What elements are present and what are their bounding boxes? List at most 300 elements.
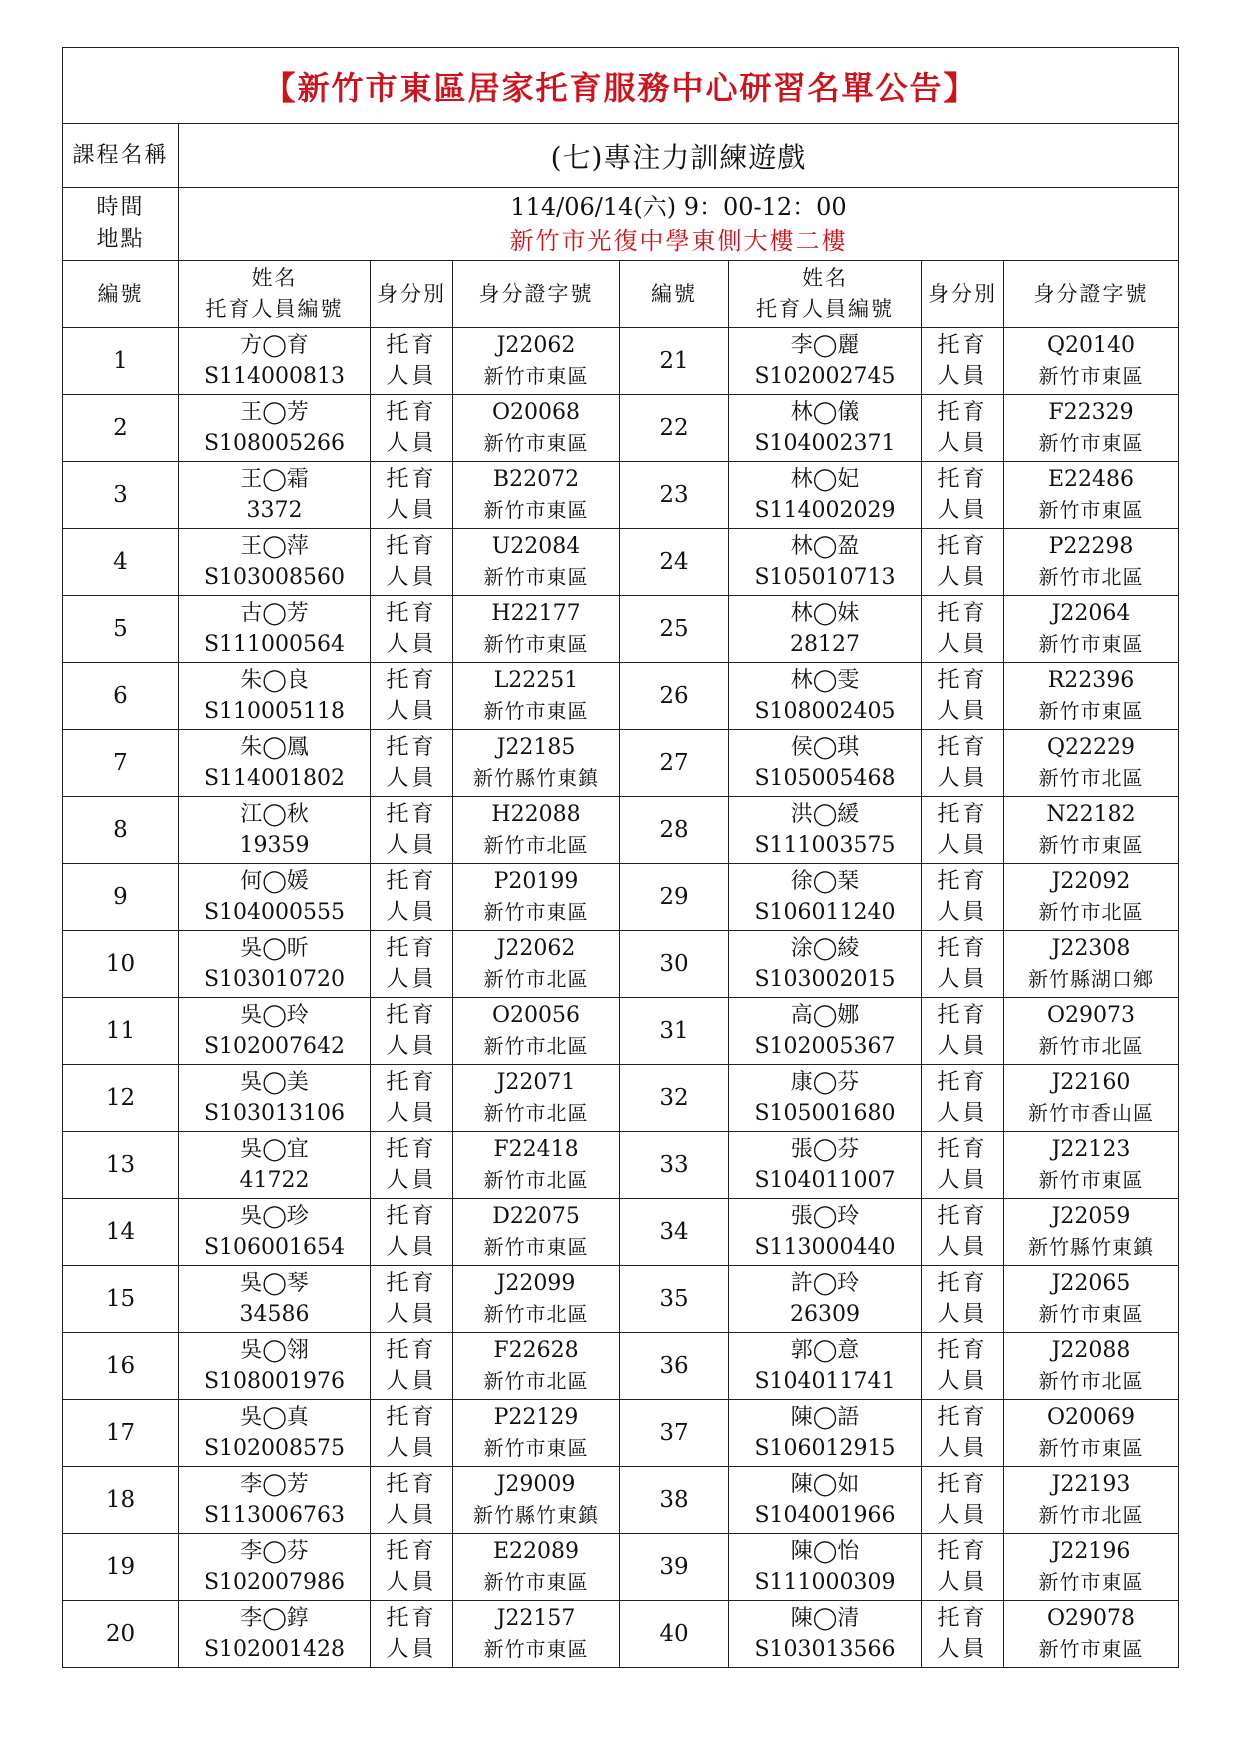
entry-number xyxy=(620,596,729,663)
staff-id: S111003575 xyxy=(754,833,896,858)
role-cell xyxy=(371,596,453,663)
role-line-1: 托育 xyxy=(386,467,437,492)
role-line-2: 人員 xyxy=(386,967,437,992)
staff-id: S108002405 xyxy=(754,699,896,724)
district: 新竹市東區 xyxy=(483,1570,589,1594)
id-number: J22160 xyxy=(1051,1070,1131,1095)
person-cell xyxy=(729,998,922,1065)
id-number: F22329 xyxy=(1048,400,1134,425)
role-line-2: 人員 xyxy=(386,766,437,791)
role-line-2: 人員 xyxy=(937,699,988,724)
time-label: 時間 xyxy=(96,195,145,220)
entry-number-text: 36 xyxy=(659,1353,689,1379)
entry-number xyxy=(620,998,729,1065)
person-cell xyxy=(179,1199,371,1266)
district: 新竹市北區 xyxy=(1038,1369,1144,1393)
header-role-text: 身分別 xyxy=(928,281,997,306)
district: 新竹縣竹東鎮 xyxy=(473,766,599,790)
staff-id: S103008560 xyxy=(203,565,346,590)
table-row xyxy=(63,1534,1179,1601)
roster-table xyxy=(62,47,1179,1668)
id-cell xyxy=(1004,1199,1179,1266)
person-name: 侯◯琪 xyxy=(790,735,860,760)
staff-id: S102005367 xyxy=(754,1034,896,1059)
course-label xyxy=(63,124,179,188)
id-number: J29009 xyxy=(496,1472,576,1497)
id-number: P20199 xyxy=(493,869,579,894)
person-cell xyxy=(729,1132,922,1199)
district: 新竹市東區 xyxy=(1038,632,1144,656)
table-row xyxy=(63,1132,1179,1199)
district: 新竹市北區 xyxy=(1038,565,1144,589)
role-line-2: 人員 xyxy=(386,431,437,456)
role-cell xyxy=(371,529,453,596)
staff-id: S113006763 xyxy=(203,1503,346,1528)
id-number: D22075 xyxy=(492,1204,580,1229)
entry-number xyxy=(63,931,179,998)
person-name: 吳◯美 xyxy=(240,1070,309,1095)
entry-number xyxy=(620,931,729,998)
role-line-2: 人員 xyxy=(386,498,437,523)
role-cell xyxy=(922,1266,1004,1333)
header-name-right xyxy=(729,261,922,328)
table-row xyxy=(63,998,1179,1065)
role-line-1: 托育 xyxy=(937,400,988,425)
id-cell xyxy=(1004,529,1179,596)
session-place: 新竹市光復中學東側大樓二樓 xyxy=(509,227,848,255)
role-line-1: 托育 xyxy=(937,1137,988,1162)
header-name-text: 姓名 xyxy=(802,266,848,290)
staff-id: S103010720 xyxy=(203,967,346,992)
district: 新竹市東區 xyxy=(1038,498,1144,522)
staff-id: S114000813 xyxy=(203,364,346,389)
role-cell xyxy=(922,1065,1004,1132)
id-cell xyxy=(453,1534,620,1601)
entry-number xyxy=(620,1065,729,1132)
role-line-1: 托育 xyxy=(386,1472,437,1497)
id-cell xyxy=(453,529,620,596)
id-number: J22193 xyxy=(1051,1472,1131,1497)
id-cell xyxy=(453,1333,620,1400)
table-row xyxy=(63,328,1179,395)
district: 新竹市北區 xyxy=(483,1034,589,1058)
person-name: 林◯雯 xyxy=(790,668,860,693)
entry-number-text: 24 xyxy=(659,549,689,575)
column-header-row xyxy=(63,261,1179,328)
entry-number-text: 13 xyxy=(105,1152,136,1178)
role-cell xyxy=(371,462,453,529)
role-line-1: 托育 xyxy=(937,467,988,492)
entry-number-text: 39 xyxy=(659,1554,689,1580)
role-line-1: 托育 xyxy=(937,735,988,760)
entry-number-text: 9 xyxy=(113,884,128,910)
entry-number-text: 15 xyxy=(105,1286,136,1312)
person-name: 何◯媛 xyxy=(240,869,309,894)
session-time: 114/06/14(六) 9：00-12：00 xyxy=(510,193,847,221)
course-label-text: 課程名稱 xyxy=(72,142,169,168)
entry-number xyxy=(620,1199,729,1266)
district: 新竹市東區 xyxy=(483,1235,589,1259)
person-cell xyxy=(179,864,371,931)
id-number: H22088 xyxy=(491,802,581,827)
entry-number-text: 32 xyxy=(659,1085,689,1111)
district: 新竹市東區 xyxy=(483,1436,589,1460)
person-cell xyxy=(729,1534,922,1601)
id-cell xyxy=(453,1065,620,1132)
id-number: J22196 xyxy=(1051,1539,1131,1564)
district: 新竹市東區 xyxy=(1038,1302,1144,1326)
person-name: 王◯芳 xyxy=(240,400,309,425)
person-cell xyxy=(179,462,371,529)
table-row xyxy=(63,1333,1179,1400)
staff-id: S104002371 xyxy=(754,431,896,456)
entry-number xyxy=(63,1467,179,1534)
role-line-2: 人員 xyxy=(386,1369,437,1394)
course-name xyxy=(179,124,1179,188)
person-name: 李◯芬 xyxy=(240,1539,309,1564)
role-line-1: 托育 xyxy=(937,1606,988,1631)
role-line-2: 人員 xyxy=(937,431,988,456)
id-cell xyxy=(1004,998,1179,1065)
person-name: 郭◯意 xyxy=(790,1338,860,1363)
entry-number xyxy=(620,1132,729,1199)
role-line-2: 人員 xyxy=(937,498,988,523)
id-cell xyxy=(453,1132,620,1199)
role-cell xyxy=(922,1400,1004,1467)
role-cell xyxy=(922,1467,1004,1534)
entry-number-text: 1 xyxy=(113,348,128,374)
role-cell xyxy=(922,864,1004,931)
person-name: 吳◯琴 xyxy=(240,1271,309,1296)
district: 新竹市北區 xyxy=(1038,1034,1144,1058)
district: 新竹市北區 xyxy=(483,967,589,991)
id-cell xyxy=(453,462,620,529)
role-line-2: 人員 xyxy=(937,1369,988,1394)
person-cell xyxy=(729,864,922,931)
staff-id: 19359 xyxy=(239,833,310,858)
header-staff-id-text: 托育人員編號 xyxy=(205,297,344,321)
role-line-1: 托育 xyxy=(937,802,988,827)
person-cell xyxy=(729,663,922,730)
id-cell xyxy=(453,328,620,395)
entry-number-text: 28 xyxy=(659,817,689,843)
district: 新竹縣竹東鎮 xyxy=(1028,1235,1154,1259)
entry-number xyxy=(620,1266,729,1333)
person-cell xyxy=(729,1065,922,1132)
person-cell xyxy=(179,998,371,1065)
staff-id: S111000309 xyxy=(754,1570,896,1595)
role-cell xyxy=(922,1601,1004,1668)
staff-id: 28127 xyxy=(790,632,860,657)
document-title xyxy=(63,48,1179,124)
person-cell xyxy=(729,1266,922,1333)
entry-number xyxy=(620,1601,729,1668)
table-row xyxy=(63,1266,1179,1333)
table-row xyxy=(63,395,1179,462)
role-line-1: 托育 xyxy=(937,1003,988,1028)
staff-id: S102007642 xyxy=(203,1034,346,1059)
staff-id: S104000555 xyxy=(203,900,346,925)
role-line-2: 人員 xyxy=(386,833,437,858)
staff-id: S103002015 xyxy=(754,967,896,992)
entry-number-text: 35 xyxy=(659,1286,689,1312)
id-cell xyxy=(1004,663,1179,730)
role-cell xyxy=(371,328,453,395)
id-number: J22062 xyxy=(496,333,576,358)
id-cell xyxy=(1004,1065,1179,1132)
header-role-right xyxy=(922,261,1004,328)
person-name: 王◯萍 xyxy=(240,534,309,559)
person-name: 林◯妃 xyxy=(790,467,860,492)
entry-number-text: 4 xyxy=(113,549,128,575)
entry-number-text: 11 xyxy=(105,1018,136,1044)
person-name: 林◯盈 xyxy=(790,534,860,559)
header-id-right xyxy=(1004,261,1179,328)
role-line-2: 人員 xyxy=(937,1503,988,1528)
role-cell xyxy=(371,1467,453,1534)
role-line-1: 托育 xyxy=(386,668,437,693)
role-line-2: 人員 xyxy=(937,1436,988,1461)
district: 新竹市北區 xyxy=(483,1168,589,1192)
id-number: J22092 xyxy=(1051,869,1131,894)
id-cell xyxy=(453,1400,620,1467)
person-cell xyxy=(729,529,922,596)
role-line-1: 托育 xyxy=(386,1606,437,1631)
table-row xyxy=(63,663,1179,730)
id-cell xyxy=(1004,462,1179,529)
role-cell xyxy=(922,596,1004,663)
entry-number xyxy=(63,395,179,462)
entry-number-text: 33 xyxy=(659,1152,689,1178)
entry-number xyxy=(63,730,179,797)
person-name: 吳◯昕 xyxy=(240,936,309,961)
staff-id: S104011741 xyxy=(754,1369,896,1394)
header-id-text: 身分證字號 xyxy=(1033,281,1149,306)
person-cell xyxy=(729,1400,922,1467)
role-line-2: 人員 xyxy=(937,900,988,925)
entry-number-text: 3 xyxy=(113,482,128,508)
person-name: 高◯娜 xyxy=(790,1003,860,1028)
entry-number xyxy=(620,395,729,462)
staff-id: 26309 xyxy=(790,1302,860,1327)
entry-number-text: 40 xyxy=(659,1621,689,1647)
role-line-1: 托育 xyxy=(386,1539,437,1564)
entry-number xyxy=(620,1333,729,1400)
entry-number-text: 19 xyxy=(105,1554,136,1580)
role-cell xyxy=(922,395,1004,462)
id-number: O20068 xyxy=(491,400,581,425)
id-number: J22071 xyxy=(496,1070,576,1095)
id-number: E22089 xyxy=(492,1539,580,1564)
role-line-2: 人員 xyxy=(937,1034,988,1059)
table-row xyxy=(63,1601,1179,1668)
district: 新竹市北區 xyxy=(1038,900,1144,924)
entry-number xyxy=(63,596,179,663)
role-line-1: 托育 xyxy=(937,1070,988,1095)
entry-number xyxy=(63,529,179,596)
person-cell xyxy=(729,730,922,797)
person-cell xyxy=(729,1601,922,1668)
schedule-value xyxy=(179,188,1179,261)
id-cell xyxy=(1004,1467,1179,1534)
id-number: L22251 xyxy=(493,668,579,693)
role-line-1: 托育 xyxy=(937,1204,988,1229)
district: 新竹市北區 xyxy=(483,1101,589,1125)
role-line-1: 托育 xyxy=(386,534,437,559)
role-cell xyxy=(371,663,453,730)
role-line-2: 人員 xyxy=(386,1637,437,1662)
staff-id: S103013566 xyxy=(754,1637,896,1662)
staff-id: S102001428 xyxy=(203,1637,346,1662)
district: 新竹市東區 xyxy=(1038,431,1144,455)
person-name: 洪◯緩 xyxy=(790,802,860,827)
person-name: 林◯儀 xyxy=(790,400,860,425)
role-cell xyxy=(922,1132,1004,1199)
role-line-1: 托育 xyxy=(386,333,437,358)
entry-number-text: 12 xyxy=(105,1085,136,1111)
role-line-2: 人員 xyxy=(386,632,437,657)
person-cell xyxy=(179,1266,371,1333)
role-line-2: 人員 xyxy=(386,1235,437,1260)
role-line-2: 人員 xyxy=(937,364,988,389)
table-row xyxy=(63,1065,1179,1132)
person-cell xyxy=(729,797,922,864)
entry-number-text: 16 xyxy=(105,1353,136,1379)
id-cell xyxy=(453,1199,620,1266)
id-cell xyxy=(453,1601,620,1668)
entry-number-text: 34 xyxy=(659,1219,689,1245)
header-no-text: 編號 xyxy=(651,281,697,306)
id-cell xyxy=(1004,1333,1179,1400)
role-line-1: 托育 xyxy=(937,668,988,693)
person-name: 吳◯珍 xyxy=(240,1204,309,1229)
district: 新竹縣湖口鄉 xyxy=(1028,967,1154,991)
id-number: O29078 xyxy=(1046,1606,1136,1631)
entry-number-text: 14 xyxy=(105,1219,136,1245)
entry-number xyxy=(63,1199,179,1266)
role-line-1: 托育 xyxy=(386,802,437,827)
course-row xyxy=(63,124,1179,188)
person-cell xyxy=(179,328,371,395)
role-line-1: 托育 xyxy=(937,936,988,961)
header-id-left xyxy=(453,261,620,328)
entry-number-text: 37 xyxy=(659,1420,689,1446)
entry-number-text: 10 xyxy=(105,951,136,977)
role-cell xyxy=(371,1400,453,1467)
role-line-1: 托育 xyxy=(937,333,988,358)
id-cell xyxy=(1004,596,1179,663)
entry-number xyxy=(63,864,179,931)
person-name: 李◯錞 xyxy=(240,1606,309,1631)
role-line-1: 托育 xyxy=(386,1070,437,1095)
person-name: 朱◯鳳 xyxy=(240,735,309,760)
district: 新竹市東區 xyxy=(483,900,589,924)
id-number: Q22229 xyxy=(1046,735,1136,760)
table-row xyxy=(63,462,1179,529)
role-line-2: 人員 xyxy=(386,1168,437,1193)
id-cell xyxy=(453,998,620,1065)
id-number: U22084 xyxy=(491,534,581,559)
id-number: J22308 xyxy=(1051,936,1131,961)
entry-number xyxy=(620,797,729,864)
id-number: J22157 xyxy=(496,1606,576,1631)
role-cell xyxy=(371,395,453,462)
staff-id: S106011240 xyxy=(754,900,896,925)
role-line-1: 托育 xyxy=(937,1472,988,1497)
person-cell xyxy=(179,1601,371,1668)
id-cell xyxy=(453,797,620,864)
district: 新竹市東區 xyxy=(483,431,589,455)
entry-number xyxy=(63,1065,179,1132)
entry-number-text: 38 xyxy=(659,1487,689,1513)
id-cell xyxy=(1004,328,1179,395)
person-name: 古◯芳 xyxy=(240,601,309,626)
id-cell xyxy=(453,395,620,462)
staff-id: S102007986 xyxy=(203,1570,346,1595)
entry-number xyxy=(620,1400,729,1467)
header-no-left xyxy=(63,261,179,328)
role-cell xyxy=(371,931,453,998)
district: 新竹市東區 xyxy=(483,699,589,723)
role-cell xyxy=(922,797,1004,864)
role-line-1: 托育 xyxy=(386,1003,437,1028)
table-row xyxy=(63,931,1179,998)
entry-number-text: 27 xyxy=(659,750,689,776)
person-name: 許◯玲 xyxy=(790,1271,860,1296)
staff-id: S111000564 xyxy=(203,632,346,657)
header-id-text: 身分證字號 xyxy=(478,281,594,306)
id-cell xyxy=(453,1467,620,1534)
role-cell xyxy=(922,998,1004,1065)
district: 新竹市東區 xyxy=(1038,1436,1144,1460)
district: 新竹市香山區 xyxy=(1028,1101,1154,1125)
header-name-text: 姓名 xyxy=(251,266,298,290)
staff-id: S103013106 xyxy=(203,1101,346,1126)
staff-id: S110005118 xyxy=(203,699,346,724)
district: 新竹市東區 xyxy=(483,498,589,522)
role-line-1: 托育 xyxy=(937,1338,988,1363)
person-cell xyxy=(729,931,922,998)
district: 新竹市北區 xyxy=(1038,1503,1144,1527)
table-row xyxy=(63,730,1179,797)
role-line-2: 人員 xyxy=(386,1570,437,1595)
person-name: 江◯秋 xyxy=(240,802,309,827)
id-cell xyxy=(1004,1266,1179,1333)
staff-id: S114002029 xyxy=(754,498,896,523)
id-cell xyxy=(1004,931,1179,998)
staff-id: 34586 xyxy=(239,1302,310,1327)
role-line-1: 托育 xyxy=(937,1539,988,1564)
table-row xyxy=(63,1467,1179,1534)
district: 新竹市東區 xyxy=(483,364,589,388)
role-line-2: 人員 xyxy=(386,1436,437,1461)
id-number: J22123 xyxy=(1051,1137,1131,1162)
person-cell xyxy=(179,1534,371,1601)
id-number: P22129 xyxy=(493,1405,579,1430)
role-line-2: 人員 xyxy=(937,766,988,791)
id-cell xyxy=(1004,1534,1179,1601)
entry-number-text: 23 xyxy=(659,482,689,508)
table-row xyxy=(63,864,1179,931)
role-line-1: 托育 xyxy=(386,1338,437,1363)
district: 新竹市東區 xyxy=(483,1637,589,1661)
table-row xyxy=(63,797,1179,864)
staff-id: S106001654 xyxy=(203,1235,346,1260)
role-cell xyxy=(371,1199,453,1266)
id-cell xyxy=(1004,1400,1179,1467)
role-cell xyxy=(371,1065,453,1132)
role-cell xyxy=(371,864,453,931)
